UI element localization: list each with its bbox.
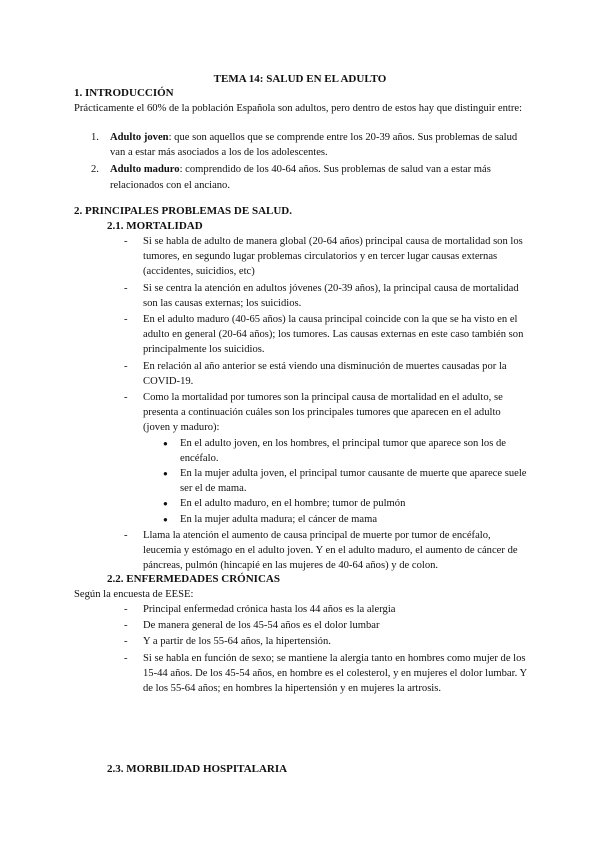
list-item xyxy=(110,651,528,697)
list-item-text: En relación al año anterior se está viendo una disminución de muertes causadas por la COVID-19. xyxy=(143,360,507,387)
definition-text: : que son aquellos que se comprende entre los 20-39 años. Sus problemas de salud van a estar más asociados a los de los adolescentes. xyxy=(110,132,518,159)
list-item xyxy=(110,281,528,311)
dash-marker: - xyxy=(124,314,128,326)
dash-marker: - xyxy=(124,620,128,632)
heading-mortalidad: 2.1. MORTALIDAD xyxy=(107,220,203,232)
document-title: TEMA 14: SALUD EN EL ADULTO xyxy=(213,73,387,85)
list-item xyxy=(74,130,526,160)
list-item-text: Llama la atención el aumento de causa principal de muerte por tumor de encéfalo, leucemia y estómago en el adulto joven. Y en el adulto maduro, el aumento de cáncer de páncreas, pulmón (hincapié en las mujeres de 40-64 años) y de colon. xyxy=(143,529,518,572)
dash-marker: - xyxy=(124,636,128,648)
sublist-item xyxy=(143,512,528,527)
list-item-text: De manera general de los 45-54 años es el dolor lumbar xyxy=(143,620,380,632)
list-item xyxy=(110,359,528,389)
dash-marker: - xyxy=(124,236,128,247)
list-item xyxy=(110,618,528,633)
sublist-item xyxy=(143,466,528,496)
list-number: 1. xyxy=(91,132,99,143)
dash-marker: - xyxy=(124,652,128,664)
heading-introduccion: 1. INTRODUCCIÓN xyxy=(74,87,174,99)
list-item xyxy=(110,234,528,280)
list-item-text: Si se habla de adulto de manera global (20-64 años) principal causa de mortalidad son los tumores, en segundo lugar problemas circulatorios y en tercer lugar causas externas (accidentes, suicidios, etc) xyxy=(143,236,523,278)
dash-marker: - xyxy=(124,282,128,294)
term-adulto-joven: Adulto joven xyxy=(110,132,169,143)
dash-marker: - xyxy=(124,529,128,541)
dash-marker: - xyxy=(124,604,128,615)
bullet-icon: ● xyxy=(163,514,168,524)
sublist-item-text: En la mujer adulta joven, el principal tumor causante de muerte que aparece suele ser el de mama. xyxy=(180,468,527,495)
intro-paragraph: Prácticamente el 60% de la población Española son adultos, pero dentro de estos hay que distinguir entre: xyxy=(74,103,523,114)
list-item xyxy=(110,602,528,617)
dash-marker: - xyxy=(124,392,128,404)
bullet-icon: ● xyxy=(163,469,168,479)
term-adulto-maduro: Adulto maduro xyxy=(110,164,180,176)
heading-morbilidad-hospitalaria: 2.3. MORBILIDAD HOSPITALARIA xyxy=(107,763,288,775)
list-item-text: Principal enfermedad crónica hasta los 44 años es la alergia xyxy=(143,604,396,615)
list-item-text: Y a partir de los 55-64 años, la hipertensión. xyxy=(143,636,331,648)
heading-enfermedades-cronicas: 2.2. ENFERMEDADES CRÓNICAS xyxy=(107,573,280,585)
list-item-text: Como la mortalidad por tumores son la principal causa de mortalidad en el adulto, se presenta a continuación cuáles son los principales tumores que aparecen en el adulto (joven y maduro): xyxy=(143,392,503,434)
dash-marker: - xyxy=(124,360,128,372)
list-number: 2. xyxy=(91,164,99,176)
list-item xyxy=(110,312,528,358)
sublist-item-text: En la mujer adulta madura; el cáncer de mama xyxy=(180,513,378,525)
list-item-text: Si se centra la atención en adultos jóvenes (20-39 años), la principal causa de mortalidad son las causas externas; los suicidios. xyxy=(143,282,519,309)
list-item xyxy=(110,390,528,527)
heading-principales-problemas: 2. PRINCIPALES PROBLEMAS DE SALUD. xyxy=(74,205,292,217)
mortalidad-list xyxy=(110,234,528,574)
list-item-text: En el adulto maduro (40-65 años) la causa principal coincide con la que se ha visto en el adulto en general (20-64 años); los tumores. Las causas externas en este caso también son principalmente los suicidios. xyxy=(143,314,524,356)
age-groups-list xyxy=(74,130,526,195)
bullet-icon: ● xyxy=(163,438,168,448)
tumor-sublist xyxy=(143,436,528,527)
sublist-item xyxy=(143,496,528,511)
list-item xyxy=(110,528,528,574)
eese-intro: Según la encuesta de EESE: xyxy=(74,589,194,600)
sublist-item-text: En el adulto joven, en los hombres, el principal tumor que aparece son los de encéfalo. xyxy=(180,437,506,464)
cronicas-list xyxy=(110,602,528,697)
sublist-item xyxy=(143,436,528,466)
sublist-item-text: En el adulto maduro, en el hombre; tumor de pulmón xyxy=(180,498,406,510)
bullet-icon: ● xyxy=(163,499,168,509)
list-item xyxy=(74,162,526,192)
list-item-text: Si se habla en función de sexo; se mantiene la alergia tanto en hombres como mujer de los 15-44 años. De los 45-54 años, en hombre es el colesterol, y en mujeres el dolor lumbar. Y de los 55-64 años; en hombres la hipertensión y en mujeres la artrosis. xyxy=(143,652,527,695)
definition-text: : comprendido de los 40-64 años. Sus problemas de salud van a estar más relacionados con el anciano. xyxy=(110,164,491,191)
list-item xyxy=(110,634,528,649)
